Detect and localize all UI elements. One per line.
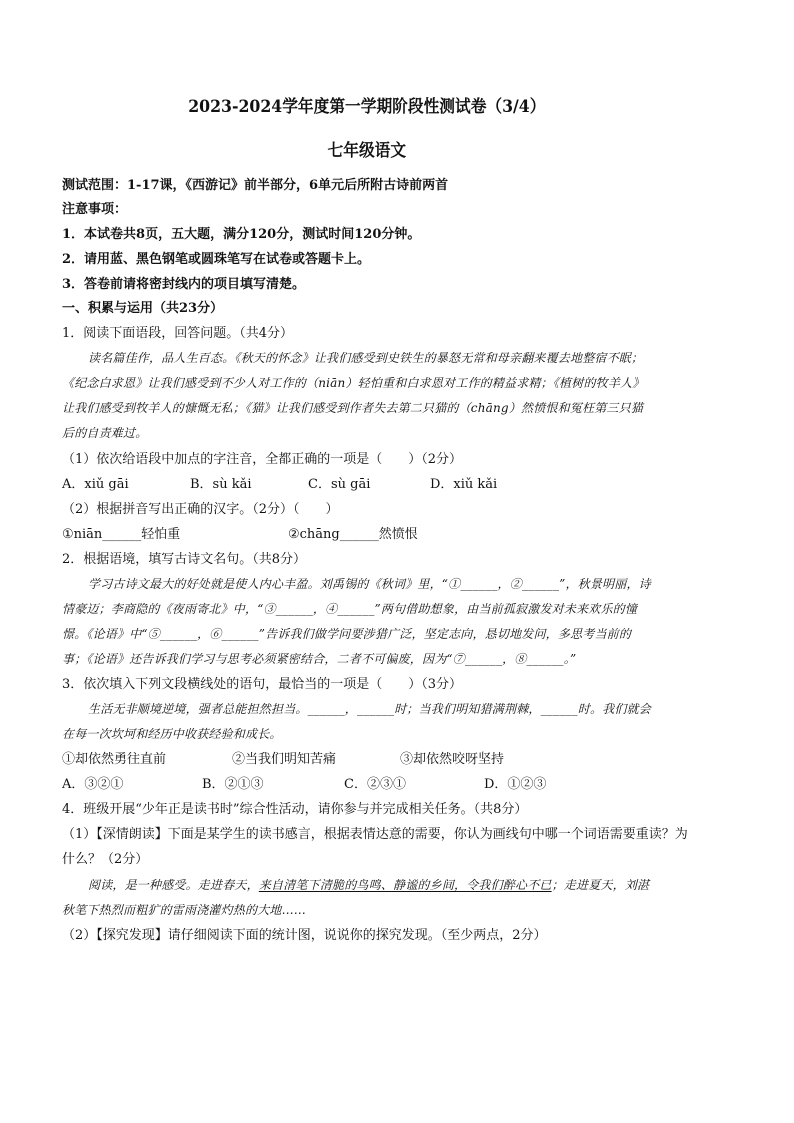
q1-sub2: （2）根据拼音写出正确的汉字。（2分）（ ）: [62, 502, 339, 517]
q3-option-a: A．③②①: [62, 777, 124, 792]
q2-passage-line: 情豪迈；李商隐的《夜雨寄北》中，“③______，④______”两句借助想象，由当前孤寂激发对未来欢乐的憧: [62, 602, 638, 616]
q2-passage-line: 学习古诗文最大的好处就是使人内心丰盈。刘禹锡的《秋词》里，“①______，②______”，秋景明丽，诗: [88, 577, 651, 591]
q3-choice: ①却依然勇往直前: [62, 752, 167, 767]
exam-title: 2023-2024学年度第一学期阶段性测试卷（3/4）: [188, 97, 546, 117]
question-2-stem: 2．根据语境，填写古诗文名句。（共8分）: [62, 552, 307, 567]
q4-reading-underlined: 来自清笔下清脆的鸟鸣、静谧的乡间，令我们醉心不已: [258, 878, 552, 892]
notice-title: 注意事项：: [62, 202, 128, 217]
notice-item: 2．请用蓝、黑色钢笔或圆珠笔写在试卷或答题卡上。: [62, 252, 371, 267]
question-3-stem: 3．依次填入下列文段横线处的语句，最恰当的一项是（ ）（3分）: [62, 677, 463, 692]
q2-passage-line: 事；《论语》还告诉我们学习与思考必须紧密结合，二者不可偏废，因为“⑦______，⑧______。”: [62, 652, 577, 666]
q1-passage-line: 读名篇佳作，品人生百态。《秋天的怀念》让我们感受到史铁生的暴怒无常和母亲翻来覆去地整宿不眠；: [88, 351, 644, 365]
q1-passage-line: 后的自责难过。: [62, 426, 148, 440]
q4-reading-pre: 阅读，是一种感受。走进春天，: [88, 878, 259, 892]
exam-subtitle: 七年级语文: [327, 141, 407, 161]
q1-passage-line: 让我们感受到牧羊人的慷慨无私；《猫》让我们感受到作者失去第二只猫的（chāng）然愤恨和冤枉第三只猫: [62, 401, 644, 415]
q1-sub2-item: ②chāng______然愤恨: [288, 527, 418, 542]
q3-option-d: D．①②③: [484, 777, 547, 792]
q4-sub1-line: （1）【深情朗读】下面是某学生的读书感言，根据表情达意的需要，你认为画线句中哪一个词语需要重读？为: [62, 827, 688, 842]
q3-choice: ②当我们明知苦痛: [232, 752, 337, 767]
q4-sub1-line: 什么？（2分）: [62, 852, 149, 867]
q1-option-c: C．sù gāi: [308, 477, 371, 492]
notice-item: 1．本试卷共8页，五大题，满分120分，测试时间120分钟。: [62, 227, 421, 242]
q3-passage-line: 在每一次坎坷和经历中收获经验和成长。: [62, 727, 282, 741]
question-1-stem: 1．阅读下面语段，回答问题。（共4分）: [62, 326, 294, 341]
test-scope: 测试范围：1-17课，《西游记》前半部分，6单元后所附古诗前两首: [62, 178, 449, 193]
q3-option-b: B．②①③: [202, 777, 264, 792]
q4-sub2: （2）【探究发现】请仔细阅读下面的统计图，说说你的探究发现。（至少两点，2分）: [62, 928, 547, 943]
q2-passage-line: 憬。《论语》中“⑤______，⑥______”告诉我们做学问要涉猎广泛，坚定志向，恳切地发问，多思考当前的: [62, 627, 632, 641]
q3-passage-line: 生活无非顺境逆境，强者总能担然担当。______，______时；当我们明知猎满荆棘，______时。我们就会: [88, 702, 652, 716]
q4-reading-line-2: 秋笔下热烈而粗犷的雷雨浇灌灼热的大地……: [62, 903, 307, 917]
q4-reading-line: [88, 877, 649, 894]
q1-option-a: A．xiǔ gāi: [62, 477, 129, 492]
q3-choice: ③却依然咬呀坚持: [400, 752, 505, 767]
q1-option-b: B．sù kǎi: [190, 477, 252, 492]
q4-reading-post: ；走进夏天，刘湛: [551, 878, 650, 892]
q1-sub2-item: ①niān______轻怕重: [62, 527, 181, 542]
q1-option-d: D．xiǔ kǎi: [430, 477, 498, 492]
q1-sub1: （1）依次给语段中加点的字注音，全都正确的一项是（ ）（2分）: [62, 452, 463, 467]
q1-passage-line: 《纪念白求恩》让我们感受到不少人对工作的（niān）轻怕重和白求恩对工作的精益求精；《植树的牧羊人》: [62, 376, 645, 390]
section-heading: 一、积累与运用（共23分）: [62, 301, 224, 316]
q3-option-c: C．②③①: [344, 777, 406, 792]
notice-item: 3．答卷前请将密封线内的项目填写清楚。: [62, 277, 306, 292]
question-4-stem: 4．班级开展“少年正是读书时”综合性活动，请你参与并完成相关任务。（共8分）: [62, 802, 528, 817]
